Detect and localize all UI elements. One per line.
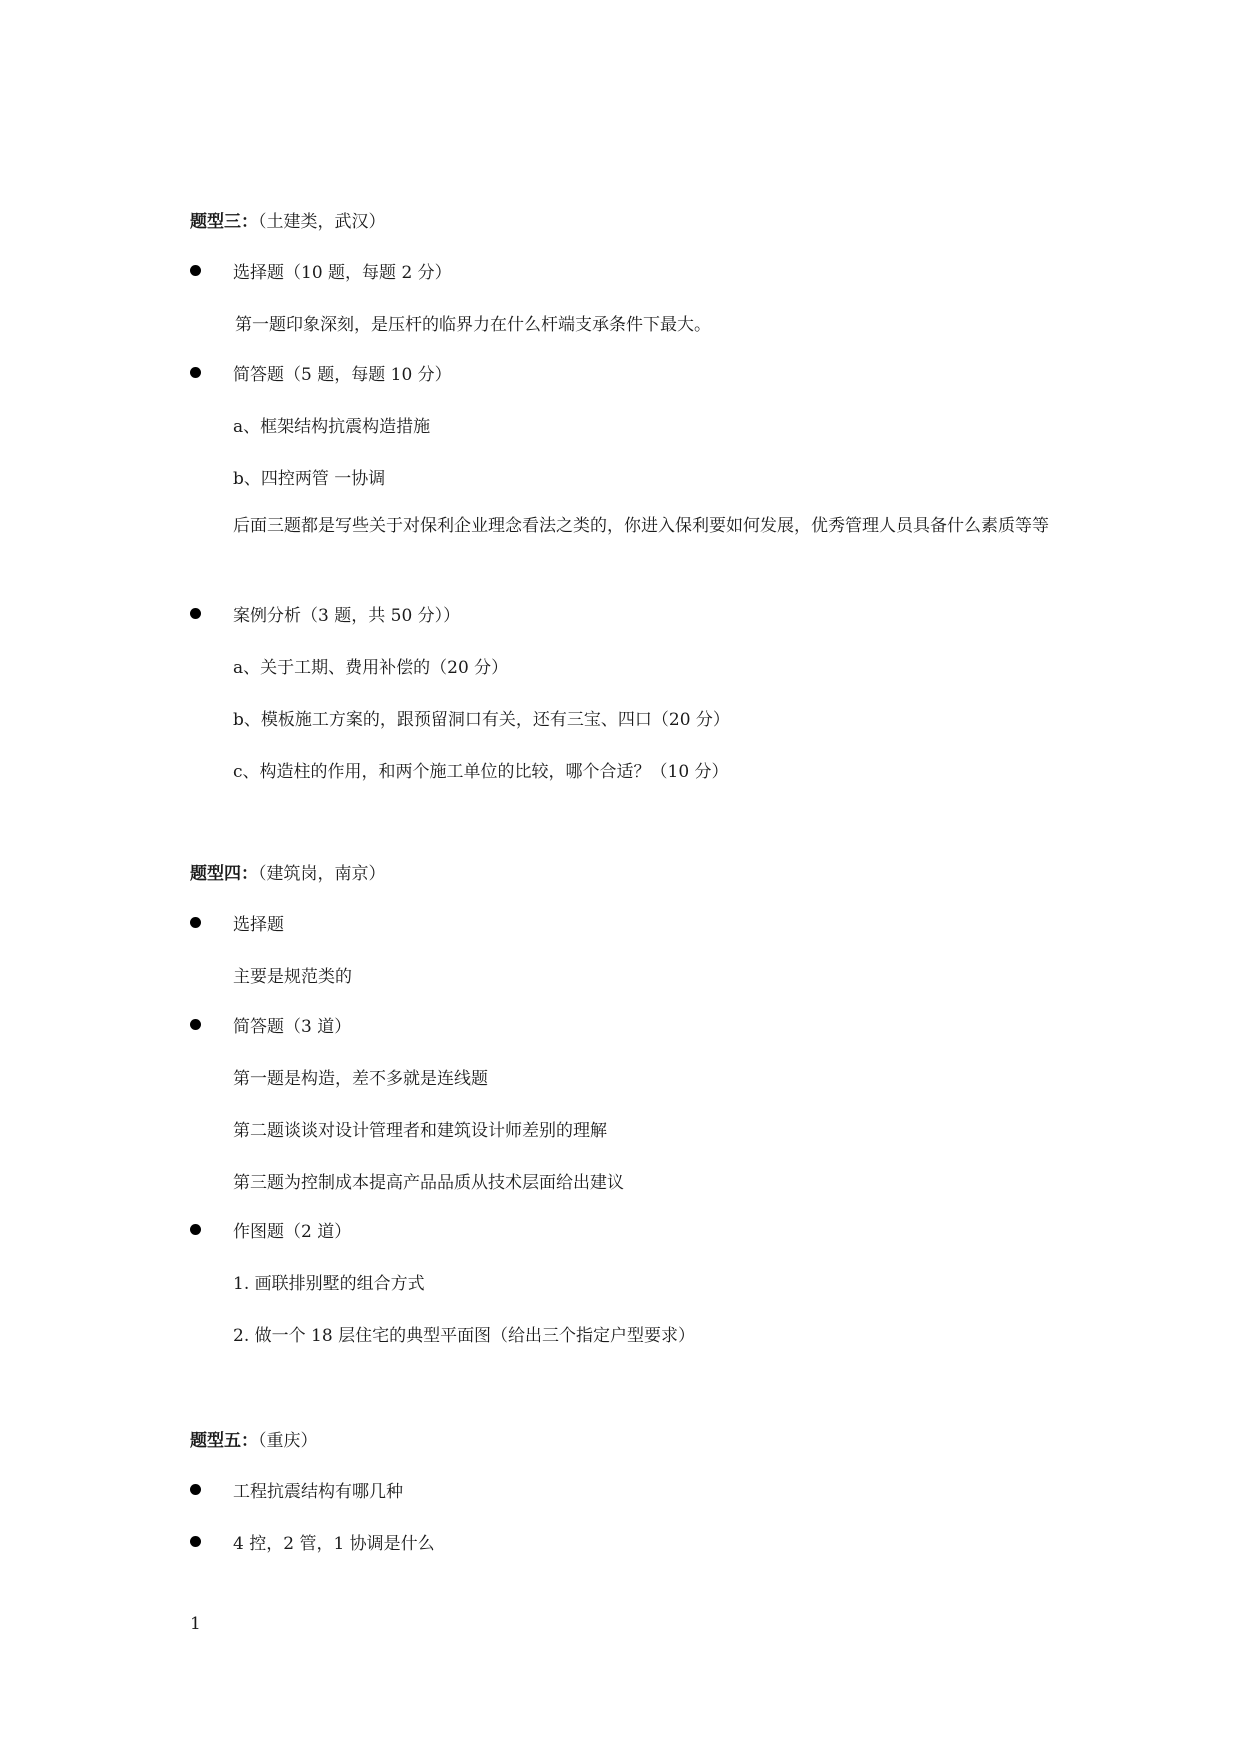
bullet-text: 作图题（2 道） (233, 1222, 352, 1242)
section-title-lead: 题型四： (190, 864, 258, 884)
bullet-icon (190, 265, 201, 276)
bullet-icon (190, 1224, 201, 1235)
bullet-text: 案例分析（3 题，共 50 分）） (233, 606, 461, 626)
bullet-text: 选择题（10 题，每题 2 分） (233, 263, 452, 283)
bullet-text: 工程抗震结构有哪几种 (233, 1482, 403, 1502)
section-title-rest: （重庆） (258, 1431, 318, 1451)
numbered-item: 2. 做一个 18 层住宅的典型平面图（给出三个指定户型要求） (233, 1326, 696, 1346)
section-title (190, 1426, 318, 1451)
bullet-icon (190, 608, 201, 619)
bullet-text: 简答题（5 题，每题 10 分） (233, 365, 452, 385)
numbered-item: 1. 画联排别墅的组合方式 (233, 1274, 425, 1294)
detail-line: 第二题谈谈对设计管理者和建筑设计师差别的理解 (233, 1121, 607, 1141)
section-title-rest: （建筑岗，南京） (258, 864, 386, 884)
section-title-lead: 题型三： (190, 212, 258, 232)
page-number: 1 (190, 1614, 201, 1634)
detail-line: a、框架结构抗震构造措施 (233, 417, 431, 437)
bullet-text: 选择题 (233, 915, 284, 935)
detail-line: 第三题为控制成本提高产品品质从技术层面给出建议 (233, 1173, 624, 1193)
section-title (190, 859, 386, 884)
detail-line: 第一题印象深刻，是压杆的临界力在什么杆端支承条件下最大。 (235, 315, 711, 335)
detail-line: c、构造柱的作用，和两个施工单位的比较，哪个合适？（10 分） (233, 762, 729, 782)
detail-line: 主要是规范类的 (233, 967, 352, 987)
bullet-icon (190, 1484, 201, 1495)
bullet-icon (190, 1536, 201, 1547)
bullet-icon (190, 1019, 201, 1030)
bullet-icon (190, 367, 201, 378)
detail-line: b、四控两管 一协调 (233, 469, 386, 489)
detail-paragraph: 后面三题都是写些关于对保利企业理念看法之类的，你进入保利要如何发展，优秀管理人员具备什么素质等等 (233, 516, 1049, 536)
section-title-rest: （土建类，武汉） (258, 212, 386, 232)
bullet-icon (190, 917, 201, 928)
detail-line: a、关于工期、费用补偿的（20 分） (233, 658, 509, 678)
detail-line: b、模板施工方案的，跟预留洞口有关，还有三宝、四口（20 分） (233, 710, 730, 730)
section-title (190, 207, 386, 232)
section-title-lead: 题型五： (190, 1431, 258, 1451)
bullet-text: 4 控，2 管，1 协调是什么 (233, 1534, 435, 1554)
detail-line: 第一题是构造，差不多就是连线题 (233, 1069, 488, 1089)
bullet-text: 简答题（3 道） (233, 1017, 352, 1037)
